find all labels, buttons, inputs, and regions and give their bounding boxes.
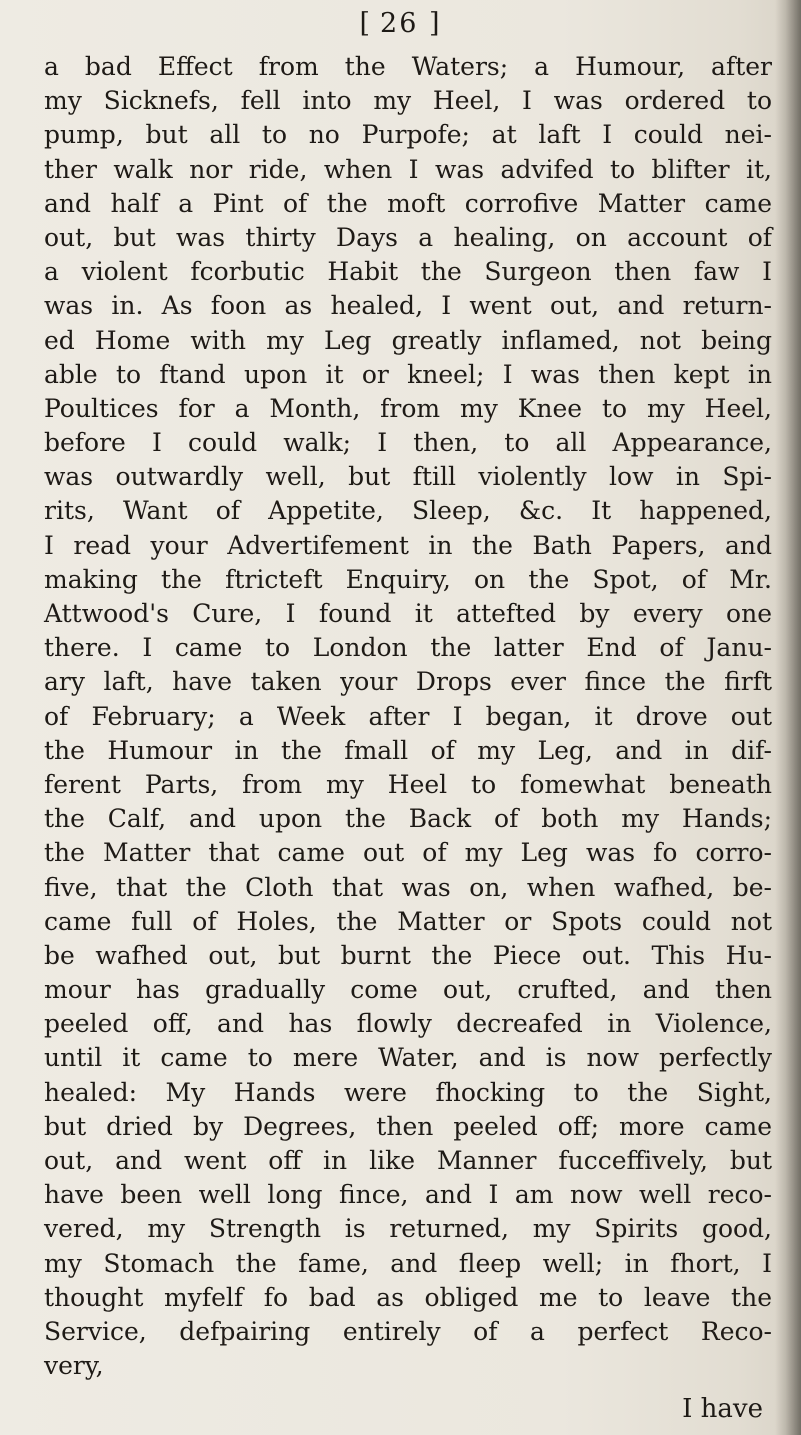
- text-line: the Humour in the fmall of my Leg, and in dif-: [44, 735, 772, 765]
- text-line: and half a Pint of the moft corrofive Matter came: [44, 188, 772, 218]
- text-line: healed: My Hands were fhocking to the Sight,: [44, 1077, 772, 1107]
- text-line: ferent Parts, from my Heel to fomewhat beneath: [44, 769, 772, 799]
- text-line: mour has gradually come out, crufted, and then: [44, 975, 772, 1005]
- text-line: a violent fcorbutic Habit the Surgeon then faw I: [44, 257, 772, 287]
- text-line: making the ftricteft Enquiry, on the Spot, of Mr.: [44, 564, 772, 594]
- text-line: Service, defpairing entirely of a perfect Reco-: [44, 1316, 772, 1346]
- text-line: Attwood's Cure, I found it attefted by every one: [44, 599, 772, 628]
- text-line: have been well long fince, and I am now well reco-: [44, 1180, 772, 1210]
- page-number: 26: [380, 8, 419, 39]
- close-bracket: ]: [428, 8, 442, 39]
- text-line: Poultices for a Month, from my Knee to my Heel,: [44, 393, 772, 423]
- text-line: rits, Want of Appetite, Sleep, &c. It happened,: [44, 496, 772, 526]
- page-header: [0, 8, 801, 39]
- text-line: ed Home with my Leg greatly inflamed, not being: [44, 325, 772, 355]
- open-bracket: [: [359, 8, 373, 39]
- text-line: very,: [44, 1351, 104, 1381]
- text-line: ary laft, have taken your Drops ever fince the firft: [44, 667, 772, 697]
- text-line: was in. As foon as healed, I went out, and return-: [44, 291, 772, 321]
- text-line: the Matter that came out of my Leg was fo corro-: [44, 838, 772, 868]
- catchword: I have: [682, 1394, 763, 1424]
- text-line: but dried by Degrees, then peeled off; more came: [44, 1111, 772, 1141]
- text-line: my Sicknefs, fell into my Heel, I was ordered to: [44, 86, 772, 116]
- text-line: thought myfelf fo bad as obliged me to leave the: [44, 1282, 772, 1312]
- text-line: pump, but all to no Purpofe; at laft I could nei-: [44, 120, 772, 150]
- text-line: the Calf, and upon the Back of both my Hands;: [44, 804, 772, 834]
- page-gutter-shadow: [775, 0, 801, 1435]
- text-line: my Stomach the fame, and fleep well; in fhort, I: [44, 1248, 772, 1278]
- text-line: ther walk nor ride, when I was advifed to blifter it,: [44, 154, 772, 184]
- text-line: peeled off, and has flowly decreafed in Violence,: [44, 1009, 772, 1039]
- text-line: able to ftand upon it or kneel; I was then kept in: [44, 359, 772, 389]
- text-line: a bad Effect from the Waters; a Humour, after: [44, 52, 772, 81]
- text-line: came full of Holes, the Matter or Spots could not: [44, 906, 772, 936]
- text-line: there. I came to London the latter End of Janu-: [44, 633, 772, 663]
- text-line: before I could walk; I then, to all Appearance,: [44, 428, 772, 458]
- text-line: was outwardly well, but ftill violently low in Spi-: [44, 462, 772, 492]
- text-line: five, that the Cloth that was on, when wafhed, be-: [44, 872, 772, 902]
- body-text: [44, 50, 772, 1383]
- text-line: I read your Advertifement in the Bath Papers, and: [44, 530, 772, 560]
- text-line: of February; a Week after I began, it drove out: [44, 701, 772, 731]
- text-line: until it came to mere Water, and is now perfectly: [44, 1043, 772, 1073]
- text-line: be wafhed out, but burnt the Piece out. This Hu-: [44, 940, 772, 970]
- text-line: out, and went off in like Manner fucceffively, but: [44, 1146, 772, 1175]
- text-line: out, but was thirty Days a healing, on account of: [44, 222, 772, 252]
- text-line: vered, my Strength is returned, my Spirits good,: [44, 1214, 772, 1244]
